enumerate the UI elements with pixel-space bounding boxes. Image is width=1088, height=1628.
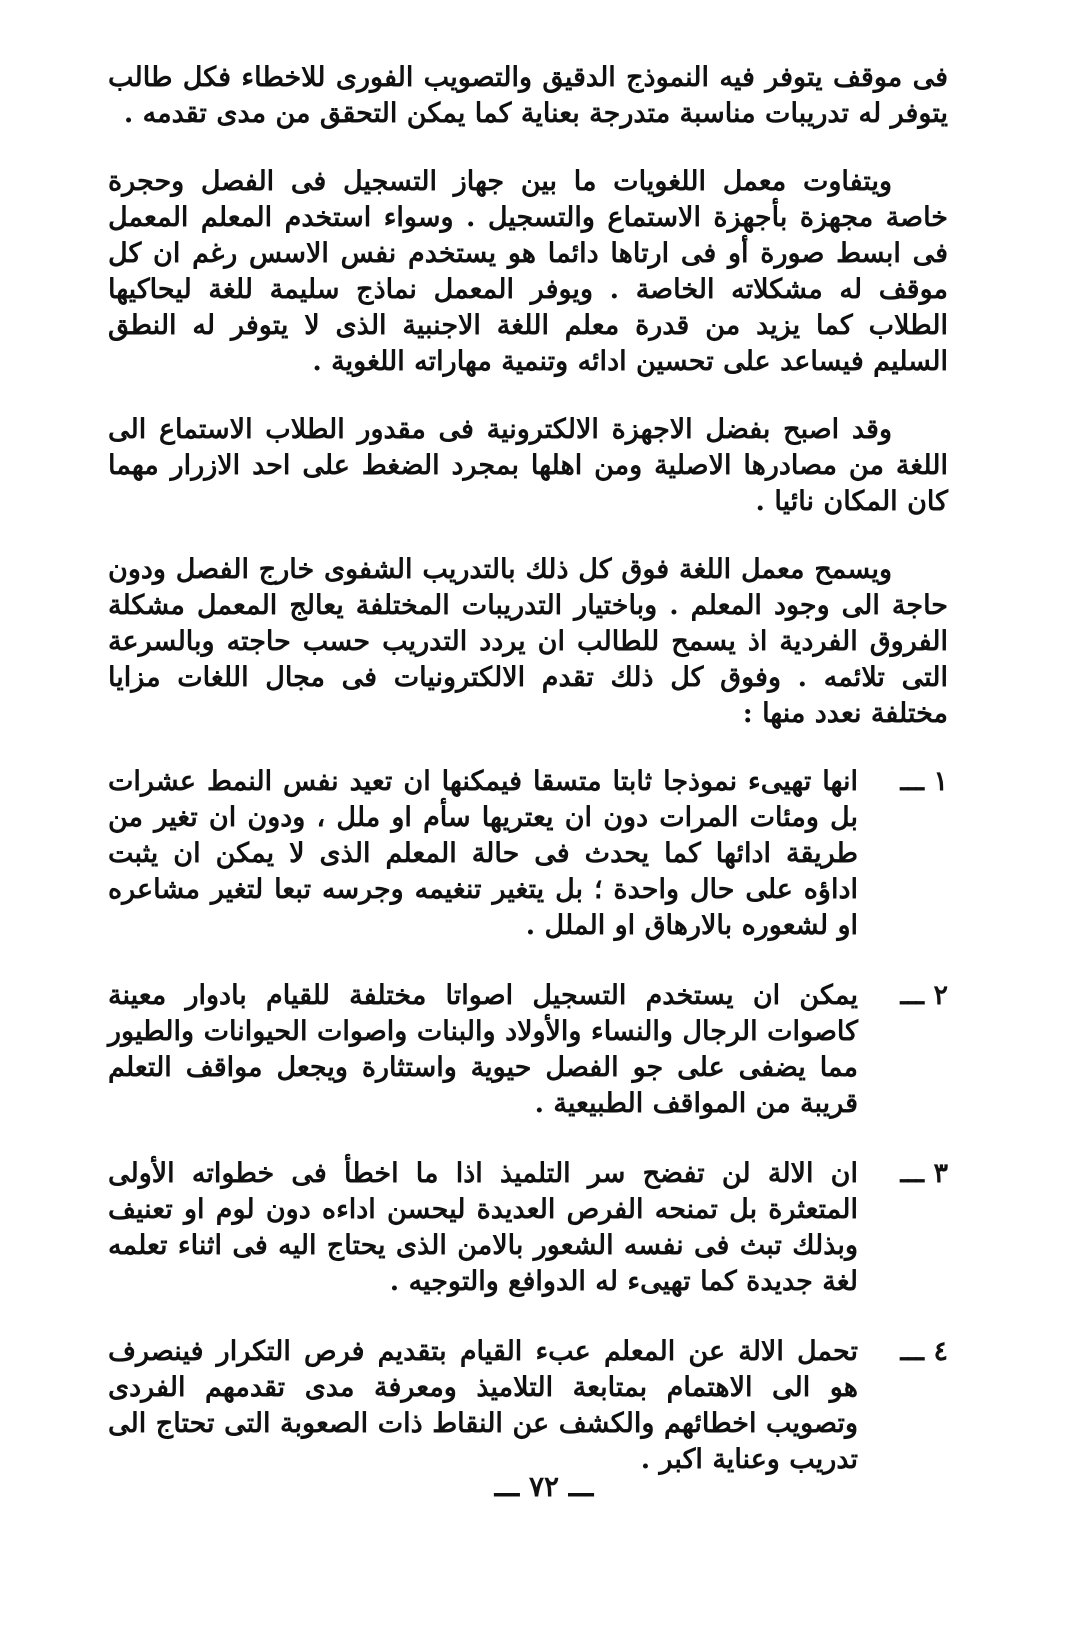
paragraph-language-lab: ويتفاوت معمل اللغويات ما بين جهاز التسجيل فى الفصل وحجرة خاصة مجهزة بأجهزة الاستماع والتسجيل . وسواء استخدم المعلم المعمل فى ابسط صورة أو فى ارتاها دائما هو يستخدم نفس الاسس رغم ان كل موقف له مشكلاته الخاصة . ويوفر المعمل نماذج سليمة للغة ليحاكيها الطلاب كما يزيد من قدرة معلم اللغة الاجنبية الذى لا يتوفر له النطق السليم فيساعد على تحسين ادائه وتنمية مهاراته اللغوية . [108, 166, 948, 377]
page-number: ـــ ٧٢ ـــ [494, 1470, 594, 1503]
list-item [108, 978, 948, 1122]
paragraph-intro: فى موقف يتوفر فيه النموذج الدقيق والتصويب الفورى للاخطاء فكل طالب يتوفر له تدريبات مناسبة متدرجة بعناية كما يمكن التحقق من مدى تقدمه . [108, 62, 948, 129]
page-body [108, 60, 948, 1512]
paragraph-electronic-devices: وقد اصبح بفضل الاجهزة الالكترونية فى مقدور الطلاب الاستماع الى اللغة من مصادرها الاصلية ومن اهلها بمجرد الضغط على احد الازرار مهما كان المكان نائيا . [108, 414, 948, 517]
list-item-number: ٢ ـــ [900, 980, 948, 1011]
list-item-text: ان الالة لن تفضح سر التلميذ اذا ما اخطأ فى خطواته الأولى المتعثرة بل تمنحه الفرص العديدة ليحسن اداءه دون لوم او تعنيف وبذلك تبث فى نفسه الشعور بالامن الذى يحتاج اليه فى اثناء تعلمه لغة جديدة كما تهيىء له الدوافع والتوجيه . [108, 1158, 858, 1297]
list-item [108, 1156, 948, 1300]
list-item-number: ٤ ـــ [900, 1336, 948, 1367]
list-item-number: ٣ ـــ [900, 1158, 948, 1189]
list-item-number: ١ ـــ [900, 766, 948, 797]
list-item-text: يمكن ان يستخدم التسجيل اصواتا مختلفة للقيام بادوار معينة كاصوات الرجال والنساء والأولاد والبنات واصوات الحيوانات والطيور مما يضفى على جو الفصل حيوية واستثارة ويجعل مواقف التعلم قريبة من المواقف الطبيعية . [108, 980, 858, 1119]
list-item [108, 764, 948, 944]
list-item-text: انها تهيىء نموذجا ثابتا متسقا فيمكنها ان تعيد نفس النمط عشرات بل ومئات المرات دون ان يعتريها سأم او ملل ، ودون ان تغير من طريقة ادائها كما يحدث فى حالة المعلم الذى لا يمكن ان يثبت اداؤه على حال واحدة ؛ بل يتغير تنغيمه وجرسه تبعا لتغير مشاعره او لشعوره بالارهاق او الملل . [108, 766, 858, 941]
paragraph-advantages: ويسمح معمل اللغة فوق كل ذلك بالتدريب الشفوى خارج الفصل ودون حاجة الى وجود المعلم . وباختيار التدريبات المختلفة يعالج المعمل مشكلة الفروق الفردية اذ يسمح للطالب ان يردد التدريب حسب حاجته وبالسرعة التى تلائمه . وفوق كل ذلك تقدم الالكترونيات فى مجال اللغات مزايا مختلفة نعدد منها : [108, 554, 948, 729]
list-item-text: تحمل الالة عن المعلم عبء القيام بتقديم فرص التكرار فينصرف هو الى الاهتمام بمتابعة التلاميذ ومعرفة مدى تقدمهم الفردى وتصويب اخطائهم والكشف عن النقاط ذات الصعوبة التى تحتاج الى تدريب وعناية اكبر . [108, 1336, 858, 1475]
list-item [108, 1334, 948, 1478]
